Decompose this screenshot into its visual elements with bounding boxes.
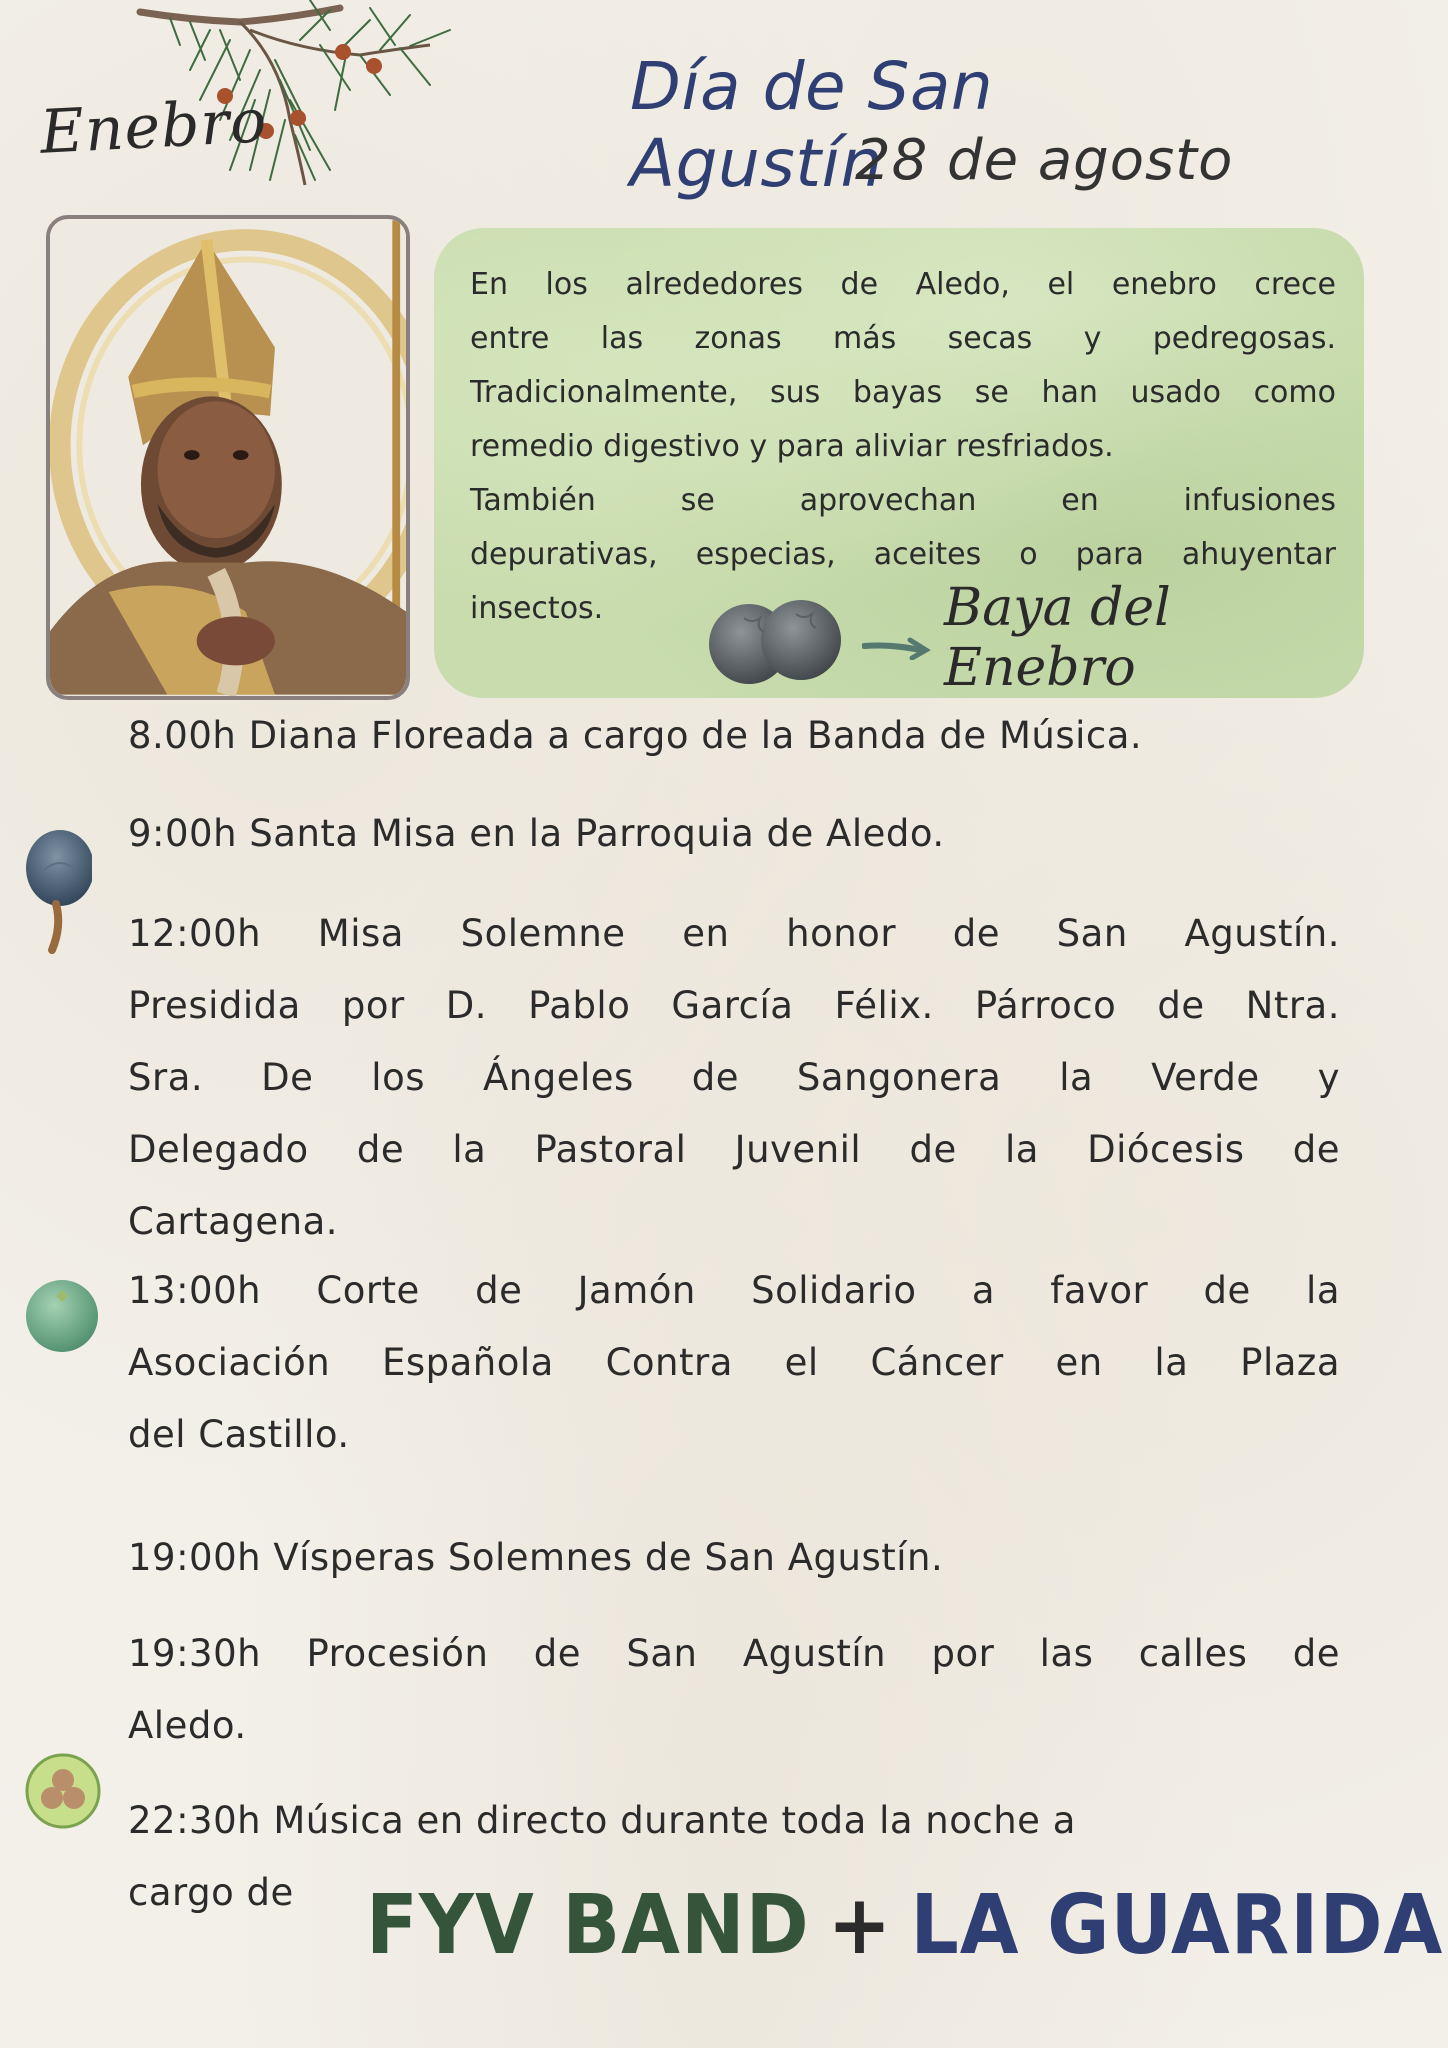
schedule-line: 19:30h Procesión de San Agustín por las calles de bbox=[128, 1632, 1340, 1675]
saint-augustine-image bbox=[50, 219, 406, 696]
juniper-berries-icon bbox=[704, 598, 844, 686]
schedule-line: cargo de bbox=[128, 1871, 294, 1914]
schedule-line: del Castillo. bbox=[128, 1413, 350, 1456]
schedule-line: 19:00h Vísperas Solemnes de San Agustín. bbox=[128, 1536, 944, 1579]
arrow-right-icon bbox=[862, 636, 932, 660]
band-name-la-guarida: LA GUARIDA bbox=[910, 1876, 1444, 1973]
info-line: depurativas, especias, aceites o para ahuyentar bbox=[470, 537, 1336, 572]
juniper-info-box bbox=[434, 228, 1364, 698]
plus-sign: + bbox=[827, 1876, 893, 1973]
schedule-item bbox=[128, 898, 1340, 1258]
schedule-line: 9:00h Santa Misa en la Parroquia de Aledo. bbox=[128, 812, 945, 855]
plant-name-label: Enebro bbox=[38, 86, 269, 168]
event-date: 28 de agosto bbox=[855, 128, 1234, 193]
schedule-line: Asociación Española Contra el Cáncer en la Plaza bbox=[128, 1341, 1340, 1384]
schedule-item bbox=[128, 1522, 943, 1594]
schedule-line: 13:00h Corte de Jamón Solidario a favor de la bbox=[128, 1269, 1340, 1312]
schedule-item bbox=[128, 1618, 1340, 1762]
schedule-line: Cartagena. bbox=[128, 1200, 339, 1243]
band-name-fyv-band: FYV BAND bbox=[366, 1876, 810, 1973]
schedule-line: Sra. De los Ángeles de Sangonera la Verde y bbox=[128, 1056, 1340, 1099]
info-line: entre las zonas más secas y pedregosas. bbox=[470, 321, 1336, 356]
blue-juniper-berry-icon bbox=[22, 826, 92, 956]
info-line: También se aprovechan en infusiones bbox=[470, 483, 1336, 518]
saint-portrait bbox=[46, 215, 410, 700]
schedule-item bbox=[128, 798, 945, 870]
schedule-item bbox=[128, 1255, 1340, 1471]
green-juniper-berry-icon bbox=[22, 1276, 102, 1356]
schedule-line: 22:30h Música en directo durante toda la noche a bbox=[128, 1799, 1076, 1842]
schedule-line: Presidida por D. Pablo García Félix. Párroco de Ntra. bbox=[128, 984, 1340, 1027]
band-lineup bbox=[366, 1876, 1443, 1972]
berry-caption: Baya del Enebro bbox=[944, 578, 1171, 698]
schedule-line: Aledo. bbox=[128, 1704, 247, 1747]
info-line: Tradicionalmente, sus bayas se han usado como bbox=[470, 375, 1336, 410]
schedule-line: 12:00h Misa Solemne en honor de San Agustín. bbox=[128, 912, 1340, 955]
page-title: Día de San Agustín bbox=[630, 48, 994, 202]
juniper-berry-cross-section-icon bbox=[24, 1752, 102, 1830]
schedule-line: Delegado de la Pastoral Juvenil de la Diócesis de bbox=[128, 1128, 1340, 1171]
schedule-item bbox=[128, 700, 1142, 772]
info-line: insectos. bbox=[470, 591, 604, 626]
info-line: remedio digestivo y para aliviar resfriados. bbox=[470, 429, 1114, 464]
schedule-line: 8.00h Diana Floreada a cargo de la Banda de Música. bbox=[128, 714, 1143, 757]
info-line: En los alrededores de Aledo, el enebro crece bbox=[470, 267, 1336, 302]
